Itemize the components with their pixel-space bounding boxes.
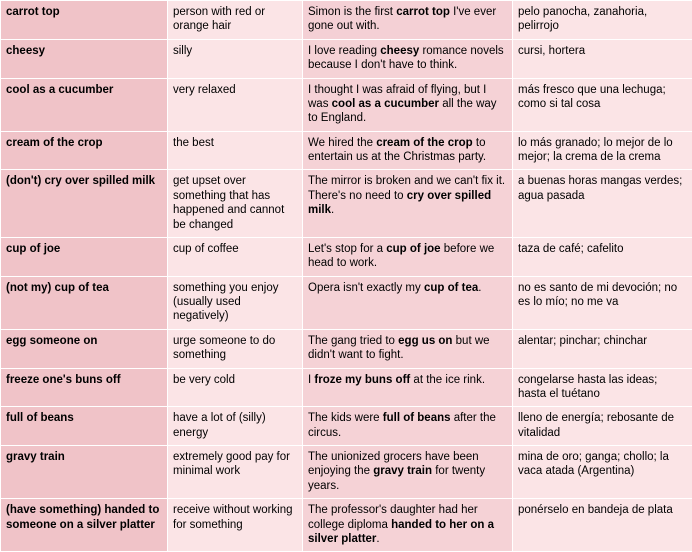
example-text-before: The mirror is broken and we can't fix it. There's no need to [308, 175, 505, 201]
table-row [1, 407, 692, 446]
example-text-after: before we head to work. [308, 243, 494, 269]
idiom-meaning: extremely good pay for minimal work [168, 446, 303, 499]
idiom-example [303, 39, 513, 78]
idiom-meaning: receive without working for something [168, 499, 303, 552]
idiom-meaning: get upset over something that has happened and cannot be changed [168, 170, 303, 238]
idiom-spanish-equivalent: cursi, hortera [513, 39, 692, 78]
example-text-after: to entertain us at the Christmas party. [308, 137, 486, 163]
idiom-term: cup of joe [1, 237, 168, 276]
idiom-example [303, 237, 513, 276]
example-idiom-highlight: cheesy [380, 45, 419, 57]
idiom-spanish-equivalent: alentar; pinchar; chinchar [513, 329, 692, 368]
table-row [1, 446, 692, 499]
example-text-before: The unionized grocers have been enjoying the [308, 451, 479, 477]
idiom-meaning: the best [168, 131, 303, 170]
idiom-term: cheesy [1, 39, 168, 78]
idiom-term: cool as a cucumber [1, 78, 168, 131]
idiom-meaning: person with red or orange hair [168, 1, 303, 40]
example-text-before: The kids were [308, 412, 383, 424]
example-idiom-highlight: gravy train [373, 465, 432, 477]
table-row [1, 329, 692, 368]
example-idiom-highlight: cup of tea [424, 282, 478, 294]
table-row [1, 237, 692, 276]
idiom-term: freeze one's buns off [1, 368, 168, 407]
idiom-term: carrot top [1, 1, 168, 40]
example-idiom-highlight: cup of joe [386, 243, 440, 255]
idiom-example [303, 131, 513, 170]
example-idiom-highlight: froze my buns off [314, 374, 410, 386]
table-row [1, 131, 692, 170]
example-text-before: I love reading [308, 45, 380, 57]
idiom-example [303, 368, 513, 407]
example-text-after: but we didn't want to fight. [308, 335, 490, 361]
idiom-meaning: something you enjoy (usually used negatively) [168, 276, 303, 329]
idiom-example [303, 276, 513, 329]
idiom-spanish-equivalent: ponérselo en bandeja de plata [513, 499, 692, 552]
idiom-spanish-equivalent: mina de oro; ganga; chollo; la vaca atada (Argentina) [513, 446, 692, 499]
idiom-term: gravy train [1, 446, 168, 499]
example-text-after: I've ever gone out with. [308, 6, 496, 32]
idiom-meaning: urge someone to do something [168, 329, 303, 368]
idiom-example [303, 446, 513, 499]
idiom-term: egg someone on [1, 329, 168, 368]
idiom-meaning: very relaxed [168, 78, 303, 131]
example-text-after: romance novels because I don't have to think. [308, 45, 504, 71]
idiom-example [303, 1, 513, 40]
table-row [1, 1, 692, 40]
idiom-term: cream of the crop [1, 131, 168, 170]
example-idiom-highlight: full of beans [383, 412, 451, 424]
example-text-before: The professor's daughter had her college diploma [308, 504, 478, 530]
example-text-before: I [308, 374, 314, 386]
table-row [1, 170, 692, 238]
example-text-before: We hired the [308, 137, 376, 149]
idiom-spanish-equivalent: taza de café; cafelito [513, 237, 692, 276]
idiom-meaning: cup of coffee [168, 237, 303, 276]
idiom-example [303, 170, 513, 238]
table-row [1, 39, 692, 78]
table-row [1, 78, 692, 131]
table-row [1, 368, 692, 407]
example-text-after: at the ice rink. [410, 374, 485, 386]
idiom-term: full of beans [1, 407, 168, 446]
example-idiom-highlight: cream of the crop [376, 137, 473, 149]
idiom-example [303, 499, 513, 552]
idiom-meaning: silly [168, 39, 303, 78]
idiom-example [303, 329, 513, 368]
example-text-before: The gang tried to [308, 335, 398, 347]
idiom-spanish-equivalent: lo más granado; lo mejor de lo mejor; la crema de la crema [513, 131, 692, 170]
example-text-before: Let's stop for a [308, 243, 386, 255]
idiom-term: (have something) handed to someone on a silver platter [1, 499, 168, 552]
idiom-spanish-equivalent: más fresco que una lechuga; como si tal cosa [513, 78, 692, 131]
example-idiom-highlight: handed to her on a silver platter [308, 519, 494, 545]
example-text-after: after the circus. [308, 412, 496, 438]
idiom-example [303, 407, 513, 446]
example-text-after: . [376, 533, 379, 545]
idiom-term: (not my) cup of tea [1, 276, 168, 329]
example-text-before: Simon is the first [308, 6, 396, 18]
example-idiom-highlight: egg us on [398, 335, 452, 347]
example-text-after: . [331, 204, 334, 216]
example-text-after: all the way to England. [308, 98, 497, 124]
example-text-after: for twenty years. [308, 465, 485, 491]
idiom-spanish-equivalent: pelo panocha, zanahoria, pelirrojo [513, 1, 692, 40]
idiom-spanish-equivalent: no es santo de mi devoción; no es lo mío; no me va [513, 276, 692, 329]
idiom-example [303, 78, 513, 131]
table-row [1, 499, 692, 552]
example-text-before: I thought I was afraid of flying, but I was [308, 84, 486, 110]
example-idiom-highlight: cry over spilled milk [308, 190, 491, 216]
example-text-before: Opera isn't exactly my [308, 282, 424, 294]
idiom-spanish-equivalent: lleno de energía; rebosante de vitalidad [513, 407, 692, 446]
table-row [1, 276, 692, 329]
idiom-meaning: have a lot of (silly) energy [168, 407, 303, 446]
idioms-table-body [1, 1, 692, 552]
example-idiom-highlight: carrot top [396, 6, 450, 18]
idiom-term: (don't) cry over spilled milk [1, 170, 168, 238]
example-text-after: . [478, 282, 481, 294]
idiom-spanish-equivalent: congelarse hasta las ideas; hasta el tuétano [513, 368, 692, 407]
example-idiom-highlight: cool as a cucumber [332, 98, 439, 110]
idiom-spanish-equivalent: a buenas horas mangas verdes; agua pasada [513, 170, 692, 238]
idiom-meaning: be very cold [168, 368, 303, 407]
